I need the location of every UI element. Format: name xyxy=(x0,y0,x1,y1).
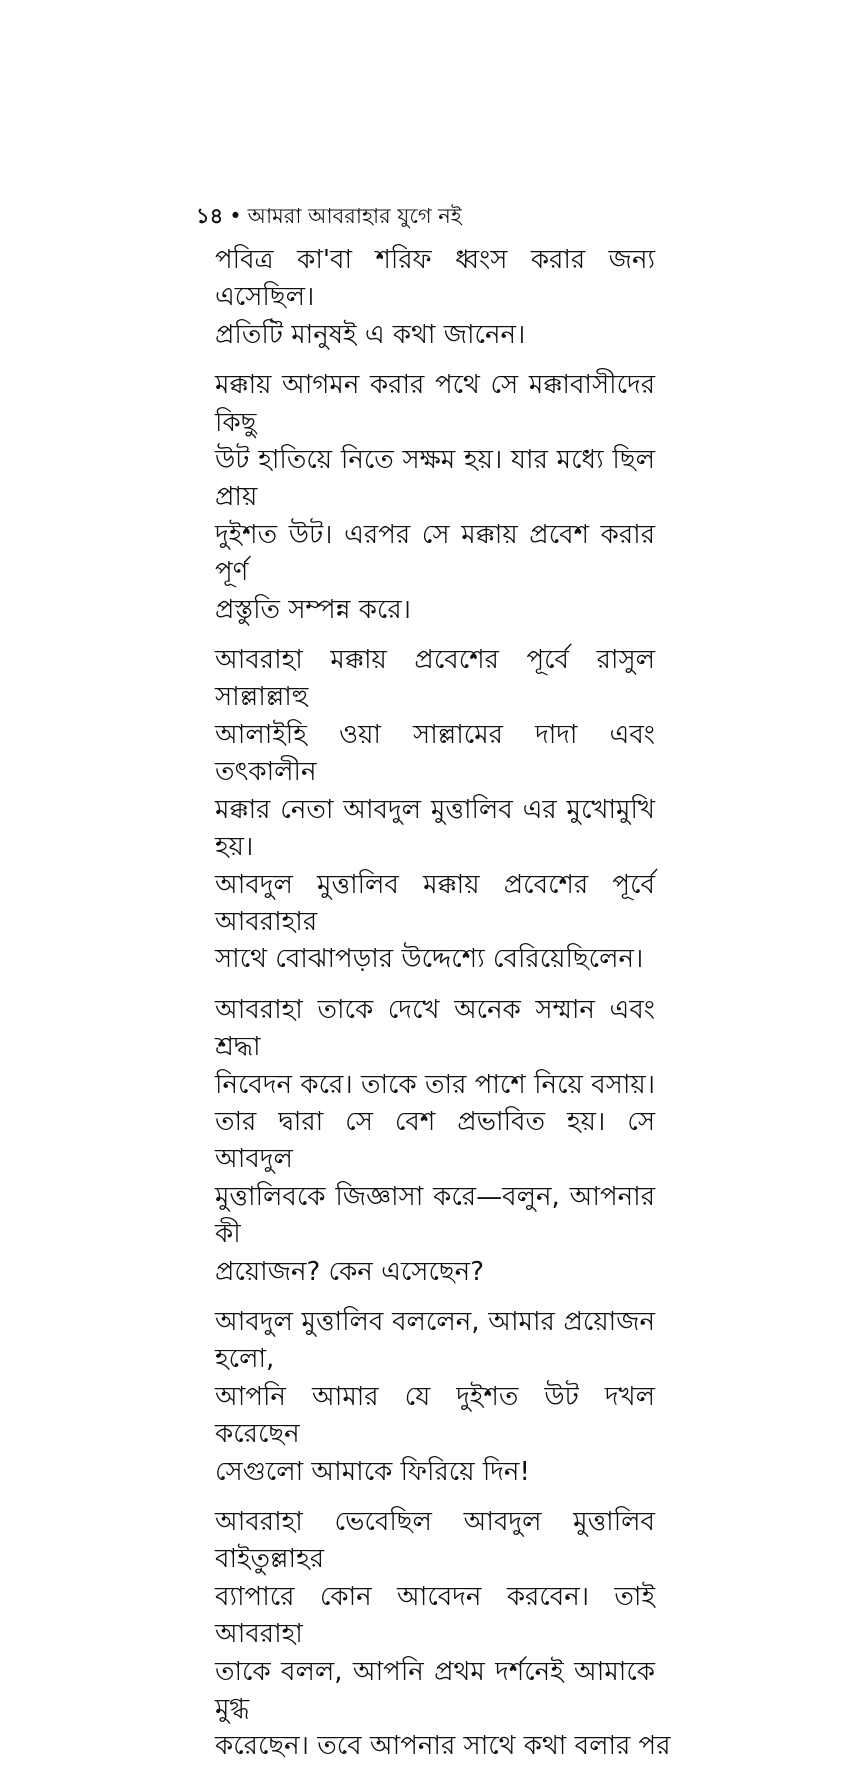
text-line: তাকে বলল, আপনি প্রথম দর্শনেই আমাকে মুগ্ধ xyxy=(215,1656,655,1725)
text-line: উট হাতিয়ে নিতে সক্ষম হয়। যার মধ্যে ছিল প্রায় xyxy=(215,445,655,513)
text-line: প্রতিটি মানুষই এ কথা জানেন। xyxy=(215,319,526,350)
text-line: সাথে বোঝাপড়ার উদ্দেশ্যে বেরিয়েছিলেন। xyxy=(215,944,644,975)
text-line: আবরাহা ভেবেছিল আবদুল মুত্তালিব বাইতুল্লাহর xyxy=(215,1507,655,1575)
text-line: করেছেন। তবে আপনার সাথে কথা বলার পর xyxy=(215,1731,671,1762)
running-header xyxy=(196,201,462,231)
body-text xyxy=(215,242,671,1779)
text-line: প্রয়োজন? কেন এসেছেন? xyxy=(215,1256,485,1287)
text-line: আবরাহা তাকে দেখে অনেক সম্মান এবং শ্রদ্ধা xyxy=(215,994,655,1063)
page-number: ১৪ xyxy=(196,204,224,228)
text-line: মুত্তালিবকে জিজ্ঞাসা করে—বলুন, আপনার কী xyxy=(215,1181,655,1250)
paragraph xyxy=(215,642,655,979)
text-line: ব্যাপারে কোন আবেদন করবেন। তাই আবরাহা xyxy=(215,1581,655,1650)
text-line: দুইশত উট। এরপর সে মক্কায় প্রবেশ করার পূর্ণ xyxy=(215,519,655,588)
text-line: আবরাহা মক্কায় প্রবেশের পূর্বে রাসুল সাল্লাল্লাহু xyxy=(215,645,655,713)
text-line: মক্কায় আগমন করার পথে সে মক্কাবাসীদের কিছু xyxy=(215,370,655,438)
text-line: আবদুল মুত্তালিব মক্কায় প্রবেশের পূর্বে আবরাহার xyxy=(215,869,655,937)
text-line: আবদুল মুত্তালিব বললেন, আমার প্রয়োজন হলো, xyxy=(215,1306,655,1375)
text-line: পবিত্র কা'বা শরিফ ধ্বংস করার জন্য এসেছিল। xyxy=(215,245,655,313)
paragraph xyxy=(215,992,655,1291)
text-line: নিবেদন করে। তাকে তার পাশে নিয়ে বসায়। xyxy=(215,1069,655,1100)
text-line: সেগুলো আমাকে ফিরিয়ে দিন! xyxy=(215,1456,530,1487)
paragraph xyxy=(215,242,655,354)
text-line: মক্কার নেতা আবদুল মুত্তালিব এর মুখোমুখি হয়। xyxy=(215,794,655,863)
text-line: তার দ্বারা সে বেশ প্রভাবিত হয়। সে আবদুল xyxy=(215,1106,655,1175)
paragraph xyxy=(215,367,655,629)
header-bullet: • xyxy=(229,204,242,228)
paragraph xyxy=(215,1504,671,1766)
paragraph xyxy=(215,1304,655,1491)
text-line: আলাইহি ওয়া সাল্লামের দাদা এবং তৎকালীন xyxy=(215,719,655,788)
book-title: আমরা আবরাহার যুগে নই xyxy=(247,204,462,228)
text-line: প্রস্তুতি সম্পন্ন করে। xyxy=(215,594,411,625)
text-line: আপনি আমার যে দুইশত উট দখল করেছেন xyxy=(215,1381,655,1450)
